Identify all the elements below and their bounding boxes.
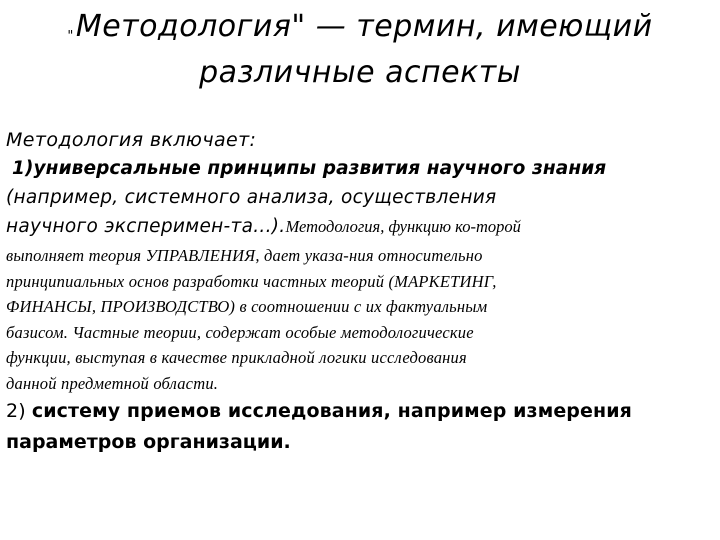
description-line: базисом. Частные теории, содержат особые методологические	[6, 322, 474, 342]
title-line-2: различные аспекты	[199, 55, 521, 90]
point2-number: 2)	[6, 400, 26, 422]
point2-line-1	[6, 396, 716, 427]
slide-body	[6, 125, 716, 457]
point2-line-2: параметров организации.	[6, 431, 291, 453]
title-line-1	[20, 4, 700, 50]
point1-description	[6, 243, 716, 396]
description-line: функции, выступая в качестве прикладной логики исследования	[6, 348, 467, 367]
point1-line-3	[6, 212, 716, 243]
title-line-1-text: Методология" — термин, имеющий	[75, 9, 653, 44]
description-line: выполняет теория УПРАВЛЕНИЯ, дает указа-ния относительно	[6, 246, 483, 265]
point1-line-3-sans: научного эксперимен-та...).	[6, 216, 286, 237]
description-line: принципиальных основ разработки частных теорий (МАРКЕТИНГ,	[6, 271, 497, 291]
description-line: данной предметной области.	[6, 373, 219, 393]
point1-line-2: (например, системного анализа, осуществления	[6, 187, 497, 208]
point2-line-1-text: систему приемов исследования, например измерения	[31, 400, 632, 422]
point1-line-3-serif: Методология, функцию ко-торой	[285, 217, 521, 236]
title-quote-mark: "	[67, 29, 74, 44]
intro-text: Методология включает:	[6, 129, 257, 151]
description-line: ФИНАНСЫ, ПРОИЗВОДСТВО) в соотношении с их фактуальным	[6, 297, 488, 316]
point1-line-1: 1)универсальные принципы развития научного знания	[12, 158, 607, 179]
slide-title	[20, 4, 700, 96]
